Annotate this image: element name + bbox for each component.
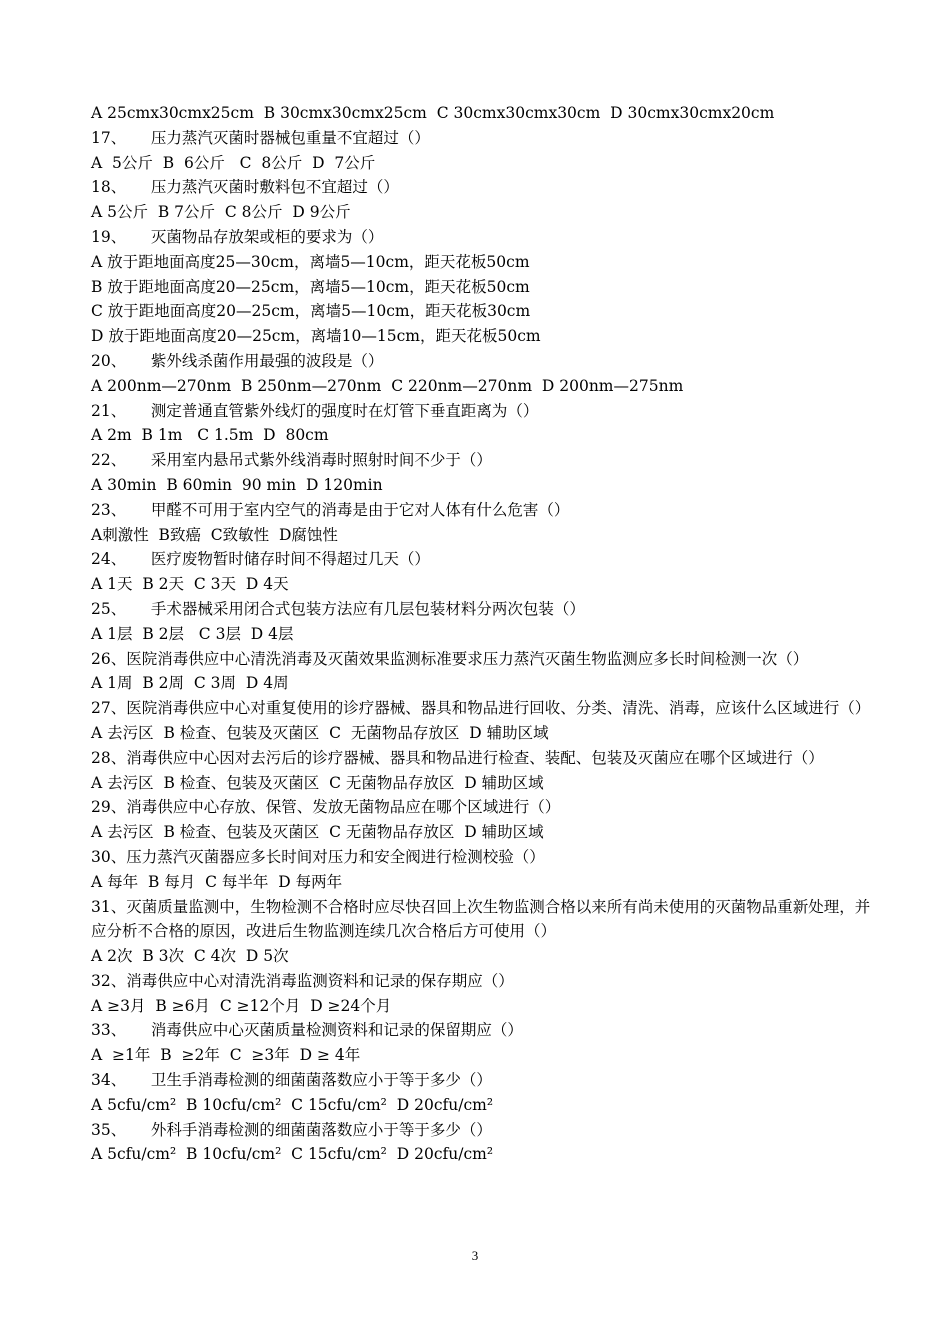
options-32: A ≥3月 B ≥6月 C ≥12个月 D ≥24个月 — [91, 996, 392, 1015]
question-31: 31、灭菌质量监测中，生物检测不合格时应尽快召回上次生物监测合格以来所有尚未使用的灭菌物品重新处理，并应分析不合格的原因，改进后生物监测连续几次合格后方可使用（） — [91, 897, 871, 941]
question-22: 22、 采用室内悬吊式紫外线消毒时照射时间不少于（） — [91, 451, 492, 470]
question-33: 33、 消毒供应中心灭菌质量检测资料和记录的保留期应（） — [91, 1021, 523, 1040]
options-29: A 去污区 B 检查、包装及灭菌区 C 无菌物品存放区 D 辅助区域 — [91, 823, 544, 842]
question-19: 19、 灭菌物品存放架或柜的要求为（） — [91, 227, 384, 246]
options-25: A 1层 B 2层 C 3层 D 4层 — [91, 624, 294, 643]
options-34: A 5cfu/cm² B 10cfu/cm² C 15cfu/cm² D 20cfu/cm² — [91, 1095, 494, 1114]
question-35: 35、 外科手消毒检测的细菌菌落数应小于等于多少（） — [91, 1120, 492, 1139]
question-23: 23、 甲醛不可用于室内空气的消毒是由于它对人体有什么危害（） — [91, 500, 570, 519]
text-line: A 25cmx30cmx25cm B 30cmx30cmx25cm C 30cmx30cmx30cm D 30cmx30cmx20cm — [91, 104, 775, 122]
options-33: A ≥1年 B ≥2年 C ≥3年 D ≥ 4年 — [91, 1046, 361, 1065]
options-20: A 200nm—270nm B 250nm—270nm C 220nm—270nm D 200nm—275nm — [91, 376, 684, 395]
option-19-c: C 放于距地面高度20—25cm，离墙5—10cm，距天花板30cm — [91, 302, 531, 321]
option-19-a: A 放于距地面高度25—30cm，离墙5—10cm，距天花板50cm — [91, 252, 530, 271]
question-25: 25、 手术器械采用闭合式包装方法应有几层包装材料分两次包装（） — [91, 599, 585, 618]
question-17: 17、 压力蒸汽灭菌时器械包重量不宜超过（） — [91, 128, 430, 147]
options-30: A 每年 B 每月 C 每半年 D 每两年 — [91, 872, 343, 891]
question-26: 26、医院消毒供应中心清洗消毒及灭菌效果监测标准要求压力蒸汽灭菌生物监测应多长时间检测一次（） — [91, 649, 809, 668]
page-number: 3 — [471, 1248, 479, 1263]
options-18: A 5公斤 B 7公斤 C 8公斤 D 9公斤 — [91, 203, 351, 222]
options-31: A 2次 B 3次 C 4次 D 5次 — [91, 947, 289, 966]
options-27: A 去污区 B 检查、包装及灭菌区 C 无菌物品存放区 D 辅助区域 — [91, 723, 549, 742]
question-30: 30、压力蒸汽灭菌器应多长时间对压力和安全阀进行检测校验（） — [91, 847, 545, 866]
document-body — [91, 101, 871, 1167]
question-28: 28、消毒供应中心因对去污后的诊疗器械、器具和物品进行检查、装配、包装及灭菌应在哪个区域进行（） — [91, 748, 824, 767]
option-19-d: D 放于距地面高度20—25cm，离墙10—15cm，距天花板50cm — [91, 327, 541, 346]
options-28: A 去污区 B 检查、包装及灭菌区 C 无菌物品存放区 D 辅助区域 — [91, 773, 544, 792]
question-32: 32、消毒供应中心对清洗消毒监测资料和记录的保存期应（） — [91, 971, 514, 990]
question-20: 20、 紫外线杀菌作用最强的波段是（） — [91, 351, 384, 370]
options-24: A 1天 B 2天 C 3天 D 4天 — [91, 575, 289, 594]
options-35: A 5cfu/cm² B 10cfu/cm² C 15cfu/cm² D 20cfu/cm² — [91, 1145, 494, 1164]
options-21: A 2m B 1m C 1.5m D 80cm — [91, 426, 329, 445]
options-26: A 1周 B 2周 C 3周 D 4周 — [91, 674, 289, 693]
option-19-b: B 放于距地面高度20—25cm，离墙5—10cm，距天花板50cm — [91, 277, 530, 296]
question-29: 29、消毒供应中心存放、保管、发放无菌物品应在哪个区域进行（） — [91, 798, 561, 817]
question-21: 21、 测定普通直管紫外线灯的强度时在灯管下垂直距离为（） — [91, 401, 539, 420]
options-23: A刺激性 B致癌 C致敏性 D腐蚀性 — [91, 525, 338, 544]
question-18: 18、 压力蒸汽灭菌时敷料包不宜超过（） — [91, 178, 399, 197]
question-34: 34、 卫生手消毒检测的细菌菌落数应小于等于多少（） — [91, 1071, 492, 1090]
question-27: 27、医院消毒供应中心对重复使用的诊疗器械、器具和物品进行回收、分类、清洗、消毒，应该什么区域进行（） — [91, 699, 871, 718]
options-17: A 5公斤 B 6公斤 C 8公斤 D 7公斤 — [91, 153, 376, 172]
question-24: 24、 医疗废物暂时储存时间不得超过几天（） — [91, 550, 430, 569]
options-22: A 30min B 60min 90 min D 120min — [91, 475, 383, 494]
